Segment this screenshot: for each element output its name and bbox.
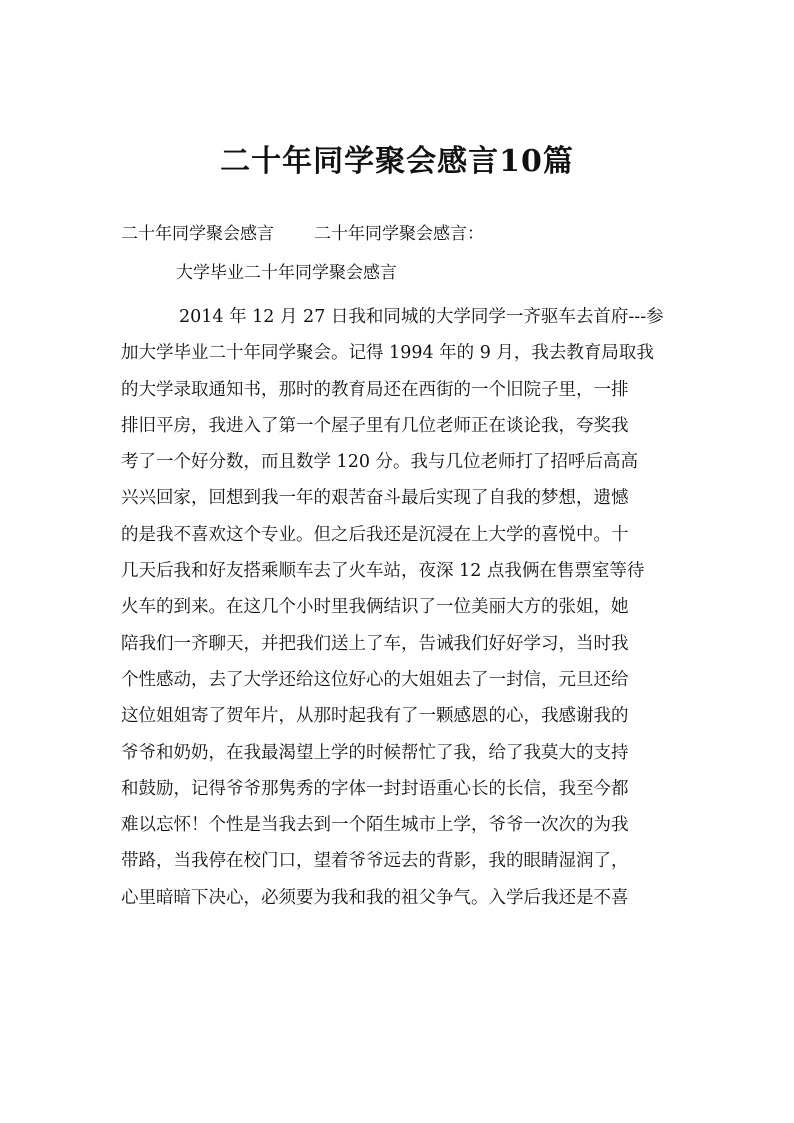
body-line: 的是我不喜欢这个专业。但之后我还是沉浸在上大学的喜悦中。十 bbox=[121, 524, 629, 545]
document-title: 二十年同学聚会感言10篇 bbox=[220, 144, 574, 179]
body-line: 爷爷和奶奶，在我最渴望上学的时候帮忙了我，给了我莫大的支持 bbox=[121, 742, 629, 763]
body-line: 兴兴回家，回想到我一年的艰苦奋斗最后实现了自我的梦想，遗憾 bbox=[121, 488, 629, 509]
body-line: 带路，当我停在校门口，望着爷爷远去的背影，我的眼睛湿润了， bbox=[121, 851, 629, 872]
body-line: 个性感动，去了大学还给这位好心的大姐姐去了一封信，元旦还给 bbox=[121, 669, 629, 690]
subheading-left: 二十年同学聚会感言 bbox=[121, 224, 274, 244]
body-line: 的大学录取通知书，那时的教育局还在西街的一个旧院子里，一排 bbox=[121, 379, 629, 400]
subheading-row bbox=[121, 219, 484, 249]
body-line: 和鼓励，记得爷爷那隽秀的字体一封封语重心长的长信，我至今都 bbox=[121, 778, 629, 799]
body-line: 2014 年 12 月 27 日我和同城的大学同学一齐驱车去首府---参 bbox=[179, 307, 664, 327]
body-line: 陪我们一齐聊天，并把我们送上了车，告诫我们好好学习，当时我 bbox=[121, 633, 629, 654]
body-line: 难以忘怀！个性是当我去到一个陌生城市上学，爷爷一次次的为我 bbox=[121, 815, 629, 836]
body-line: 这位姐姐寄了贺年片，从那时起我有了一颗感恩的心，我感谢我的 bbox=[121, 706, 629, 727]
body-line: 心里暗暗下决心，必须要为我和我的祖父争气。入学后我还是不喜 bbox=[121, 887, 629, 908]
body-line: 火车的到来。在这几个小时里我俩结识了一位美丽大方的张姐，她 bbox=[121, 597, 629, 618]
body-line: 排旧平房，我进入了第一个屋子里有几位老师正在谈论我，夸奖我 bbox=[121, 415, 629, 436]
section-title: 大学毕业二十年同学聚会感言 bbox=[176, 263, 397, 283]
body-line: 几天后我和好友搭乘顺车去了火车站，夜深 12 点我俩在售票室等待 bbox=[121, 561, 645, 582]
subheading-right: 二十年同学聚会感言： bbox=[314, 224, 484, 244]
body-text bbox=[121, 299, 681, 916]
body-line: 考了一个好分数，而且数学 120 分。我与几位老师打了招呼后高高 bbox=[121, 452, 639, 473]
body-line: 加大学毕业二十年同学聚会。记得 1994 年的 9 月，我去教育局取我 bbox=[121, 343, 654, 364]
